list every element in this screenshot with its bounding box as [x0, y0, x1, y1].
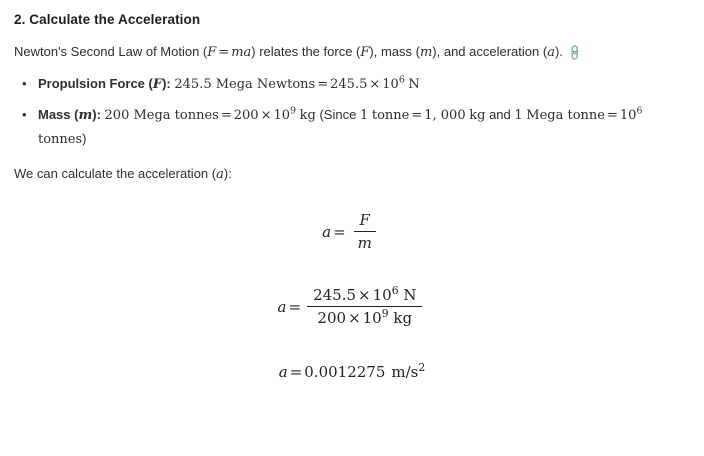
intro-paragraph [14, 41, 690, 63]
bullet-1-note1-unit: tonne [371, 108, 410, 124]
equation-1-lhs: a [322, 222, 332, 241]
equation-1-numerator: F [354, 211, 376, 232]
lead-in-text-1: We can calculate the acceleration ( [14, 166, 217, 182]
equation-2-fraction [307, 286, 422, 327]
bullet-1-symbol: m [78, 108, 93, 124]
bullet-1-note2-eq: = [607, 108, 618, 124]
bullet-1-note-close: ) [82, 130, 87, 146]
bullet-1-power: $10^9$ [273, 106, 296, 124]
equation-2-den-exponent: 9 [381, 307, 389, 321]
equation-2-lhs: a [277, 297, 287, 316]
bullet-1-exponent: 9 [290, 106, 296, 118]
equation-2-num-times: × [358, 286, 371, 305]
intro-symbol-F: F [360, 45, 370, 60]
bullet-0-power: $10^6$ [382, 74, 405, 93]
equation-1-equals: = [333, 222, 346, 241]
intro-text-3: ), mass ( [369, 44, 420, 59]
bullet-1-note1-val: 1, 000 [424, 108, 466, 124]
equation-3 [14, 363, 690, 382]
equation-2-den-value: 200 [317, 309, 347, 328]
equation-2-denominator [311, 307, 418, 327]
bullet-0-exponent: 6 [398, 74, 405, 86]
equation-1-fraction [352, 211, 378, 252]
bullet-1-equals: = [220, 108, 232, 124]
bullet-1-note2-num: 1 [514, 108, 523, 124]
bullet-1-times: × [260, 108, 272, 124]
bullet-1-note-open: (Since [319, 107, 357, 123]
equation-3-result: 0.0012275 [304, 363, 386, 382]
equation-2-line [278, 286, 427, 327]
bullet-1-note2-power: $10^6$ [619, 106, 643, 124]
equation-1-denominator: m [357, 234, 372, 253]
intro-text-4: ), and acceleration ( [432, 44, 548, 59]
lead-in-symbol-a: a [216, 167, 224, 183]
list-item [38, 73, 690, 96]
equation-3-unit-exponent: 2 [418, 361, 426, 375]
bullet-1-note2-exponent: 6 [636, 106, 643, 118]
lead-in-paragraph [14, 163, 690, 185]
bullet-1-note1-eq: = [411, 108, 423, 124]
bullet-0-unit: N [408, 77, 420, 93]
equation-1-line [322, 211, 382, 252]
lead-in-text-2: ): [223, 166, 232, 182]
equation-1 [14, 211, 690, 252]
given-values-list [14, 73, 690, 151]
bullet-0-label: Propulsion Force ( [38, 76, 153, 92]
intro-symbol-F-law: F [207, 45, 217, 60]
intro-text-2: ) relates the force ( [251, 44, 361, 59]
equation-3-lhs: a [278, 363, 288, 382]
intro-symbol-ma: ma [231, 45, 252, 60]
equation-2-numerator [307, 286, 422, 307]
equation-2-num-exponent: 6 [391, 284, 399, 298]
list-item [38, 104, 690, 151]
bullet-1-value-num: 200 [233, 108, 259, 124]
bullet-0-times: × [369, 77, 381, 93]
bullet-0-label-end: ): [162, 76, 171, 92]
bullet-1-unit: kg [299, 108, 316, 124]
equation-2-den-unit: kg [393, 309, 413, 328]
bullet-1-note-and: and [489, 107, 511, 123]
equation-2-equals: = [288, 297, 302, 316]
link-icon[interactable]: 🔗 [566, 44, 585, 63]
equation-2-den-base: 10 [362, 309, 382, 328]
bullet-1-note2-unit: Mega tonne [526, 108, 605, 124]
equation-2-den-times: × [348, 309, 361, 328]
bullet-1-label: Mass ( [38, 107, 79, 123]
bullet-1-note1-num: 1 [359, 108, 369, 124]
intro-symbol-m: m [419, 45, 433, 60]
bullet-0-value-text: 245.5 Mega Newtons [174, 77, 316, 93]
bullet-0-equals: = [317, 77, 329, 93]
intro-text-5: ). [554, 44, 563, 59]
intro-symbol-a: a [547, 45, 555, 60]
intro-text-1: Newton's Second Law of Motion ( [14, 44, 208, 59]
bullet-1-value-text: 200 Mega tonnes [104, 108, 219, 124]
bullet-1-note1-val-unit: kg [469, 108, 486, 124]
equation-3-unit: $m/s^2$ [391, 361, 426, 382]
equation-3-equals: = [289, 363, 303, 382]
equation-2-num-unit: N [403, 286, 417, 305]
equation-2-num-base: 10 [372, 286, 392, 305]
equation-2 [14, 286, 690, 327]
bullet-0-value-num: 245.5 [330, 77, 368, 93]
bullet-1-label-end: ): [92, 107, 101, 123]
section-heading: 2. Calculate the Acceleration [14, 12, 201, 27]
bullet-1-note2-val-unit: tonnes [38, 131, 83, 147]
bullet-0-symbol: F [152, 77, 163, 93]
intro-equals: = [218, 45, 230, 60]
equation-3-line [279, 363, 426, 381]
equation-2-num-value: 245.5 [313, 286, 357, 305]
